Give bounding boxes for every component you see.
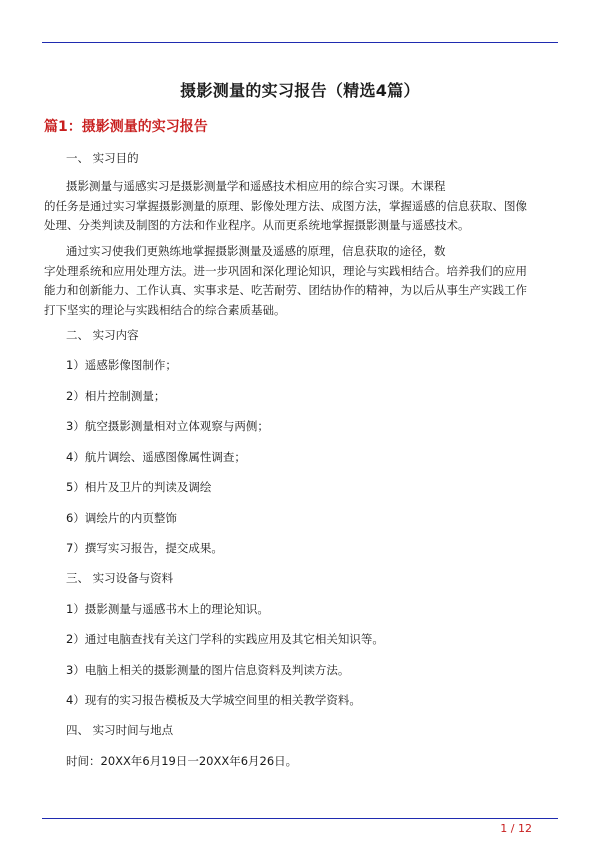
paragraph-line: 的任务是通过实习掌握摄影测量的原理、影像处理方法、成图方法，掌握遥感的信息获取、图像	[44, 198, 527, 213]
section-heading-content: 二、 实习内容	[66, 328, 139, 342]
paragraph-line: 字处理系统和应用处理方法。进一步巩固和深化理论知识，理论与实践相结合。培养我们的应用	[44, 263, 527, 278]
document-title: 摄影测量的实习报告（精选4篇）	[180, 81, 420, 100]
paragraph-line: 能力和创新能力、工作认真、实事求是、吃苦耐劳、团结协作的精神，为以后从事生产实践工作	[44, 283, 527, 297]
list-item: 3）航空摄影测量相对立体观察与两侧；	[66, 419, 269, 433]
bottom-rule	[42, 818, 558, 819]
paragraph-line: 摄影测量与遥感实习是摄影测量学和遥感技术相应用的综合实习课。木课程	[66, 179, 446, 193]
list-item: 4）现有的实习报告模板及大学城空间里的相关教学资料。	[66, 693, 361, 707]
chapter-title: 篇1：摄影测量的实习报告	[44, 119, 208, 135]
time-line: 时间：20XX年6月19日一20XX年6月26日。	[66, 754, 298, 768]
list-item: 3）电脑上相关的摄影测量的图片信息资料及判读方法。	[66, 663, 350, 677]
list-item: 1）遥感影像图制作；	[66, 358, 177, 372]
list-item: 7）撰写实习报告，提交成果。	[66, 541, 223, 555]
section-heading-equipment: 三、 实习设备与资料	[66, 571, 174, 585]
top-rule	[42, 42, 558, 43]
section-heading-purpose: 一、 实习目的	[66, 151, 139, 165]
page-number: 1 / 12	[500, 822, 532, 835]
paragraph-purpose-1	[44, 177, 556, 236]
list-item: 2）通过电脑查找有关这门学科的实践应用及其它相关知识等。	[66, 632, 384, 646]
paragraph-line: 打下坚实的理论与实践相结合的综合素质基础。	[44, 302, 286, 317]
list-item: 6）调绘片的内页整饰	[66, 511, 177, 525]
paragraph-line: 处理、分类判读及制图的方法和作业程序。从而更系统地掌握摄影测量与遥感技术。	[44, 218, 470, 232]
list-item: 5）相片及卫片的判读及调绘	[66, 480, 212, 494]
section-heading-time-place: 四、 实习时间与地点	[66, 723, 174, 737]
paragraph-purpose-2	[44, 242, 556, 320]
paragraph-line: 通过实习使我们更熟练地掌握摄影测量及遥感的原理，信息获取的途径，数	[66, 244, 446, 258]
list-item: 2）相片控制测量；	[66, 389, 166, 403]
list-item: 4）航片调绘、遥感图像属性调查；	[66, 450, 246, 464]
list-item: 1）摄影测量与遥感书木上的理论知识。	[66, 602, 269, 616]
